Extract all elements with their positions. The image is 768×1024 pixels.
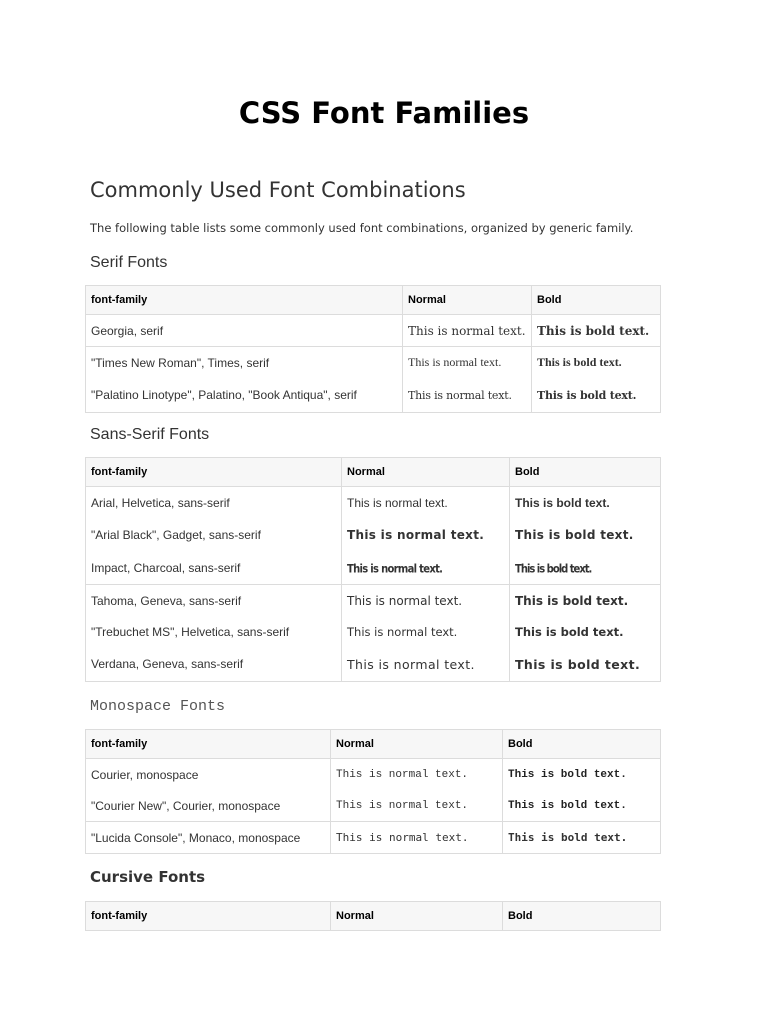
- table-row: [86, 616, 661, 647]
- column-header-bold: Bold: [503, 902, 661, 931]
- column-header-normal: Normal: [331, 730, 503, 759]
- cursive-fonts-heading: Cursive Fonts: [90, 868, 206, 886]
- column-header-normal: Normal: [403, 286, 532, 315]
- table-header-row: [86, 458, 661, 487]
- bold-sample: This is bold text.: [510, 518, 661, 551]
- bold-sample: This is bold text.: [510, 487, 661, 519]
- font-family-cell: "Courier New", Courier, monospace: [86, 790, 331, 822]
- font-family-cell: Georgia, serif: [86, 315, 403, 347]
- table-row: [86, 790, 661, 822]
- table-row: [86, 347, 661, 379]
- font-family-cell: "Times New Roman", Times, serif: [86, 347, 403, 379]
- normal-sample: This is normal text.: [342, 647, 510, 682]
- font-family-cell: Verdana, Geneva, sans-serif: [86, 647, 342, 682]
- normal-sample: This is normal text.: [403, 347, 532, 379]
- normal-sample: This is normal text.: [331, 822, 503, 854]
- normal-sample: This is normal text.: [342, 518, 510, 551]
- column-header-font-family: font-family: [86, 458, 342, 487]
- impact-bold-text: This is bold text.: [515, 562, 592, 576]
- table-header-row: [86, 286, 661, 315]
- table-header-row: [86, 902, 661, 931]
- normal-sample: This is normal text.: [331, 790, 503, 822]
- impact-normal-text: This is normal text.: [347, 562, 443, 576]
- table-row: [86, 822, 661, 854]
- column-header-font-family: font-family: [86, 902, 331, 931]
- table-row: [86, 759, 661, 791]
- normal-sample: This is normal text.: [342, 616, 510, 647]
- table-row: [86, 518, 661, 551]
- bold-sample: This is bold text.: [532, 378, 661, 413]
- normal-sample: This is normal text.: [403, 378, 532, 413]
- bold-sample: This is bold text.: [503, 759, 661, 791]
- column-header-bold: Bold: [510, 458, 661, 487]
- serif-fonts-table: [85, 285, 661, 413]
- bold-sample: This is bold text.: [510, 616, 661, 647]
- font-family-cell: Arial, Helvetica, sans-serif: [86, 487, 342, 519]
- column-header-bold: Bold: [532, 286, 661, 315]
- column-header-normal: Normal: [342, 458, 510, 487]
- bold-sample: This is bold text.: [503, 790, 661, 822]
- normal-sample: This is normal text.: [342, 585, 510, 617]
- column-header-font-family: font-family: [86, 286, 403, 315]
- font-family-cell: "Palatino Linotype", Palatino, "Book Antiqua", serif: [86, 378, 403, 413]
- table-row: [86, 585, 661, 617]
- normal-sample: This is normal text.: [342, 487, 510, 519]
- intro-paragraph: The following table lists some commonly used font combinations, organized by generic family.: [90, 221, 634, 235]
- sans-serif-fonts-table: [85, 457, 661, 682]
- bold-sample: [510, 551, 661, 585]
- font-family-cell: "Arial Black", Gadget, sans-serif: [86, 518, 342, 551]
- bold-sample: This is bold text.: [510, 585, 661, 617]
- font-family-cell: Tahoma, Geneva, sans-serif: [86, 585, 342, 617]
- normal-sample: [342, 551, 510, 585]
- bold-sample: This is bold text.: [532, 347, 661, 379]
- table-row: [86, 487, 661, 519]
- bold-sample: This is bold text.: [503, 822, 661, 854]
- monospace-fonts-table: [85, 729, 661, 854]
- column-header-font-family: font-family: [86, 730, 331, 759]
- table-row: [86, 378, 661, 413]
- table-header-row: [86, 730, 661, 759]
- normal-sample: This is normal text.: [403, 315, 532, 347]
- table-row: [86, 551, 661, 585]
- font-family-cell: "Lucida Console", Monaco, monospace: [86, 822, 331, 854]
- bold-sample: This is bold text.: [510, 647, 661, 682]
- column-header-normal: Normal: [331, 902, 503, 931]
- font-family-cell: "Trebuchet MS", Helvetica, sans-serif: [86, 616, 342, 647]
- monospace-fonts-heading: Monospace Fonts: [90, 698, 226, 715]
- section-heading: Commonly Used Font Combinations: [90, 178, 466, 202]
- page-title: CSS Font Families: [238, 96, 530, 130]
- cursive-fonts-table: [85, 901, 661, 931]
- font-family-cell: Courier, monospace: [86, 759, 331, 791]
- normal-sample: This is normal text.: [331, 759, 503, 791]
- bold-sample: This is bold text.: [532, 315, 661, 347]
- table-row: [86, 315, 661, 347]
- serif-fonts-heading: Serif Fonts: [90, 254, 168, 271]
- font-family-cell: Impact, Charcoal, sans-serif: [86, 551, 342, 585]
- table-row: [86, 647, 661, 682]
- sans-serif-fonts-heading: Sans-Serif Fonts: [90, 426, 210, 443]
- column-header-bold: Bold: [503, 730, 661, 759]
